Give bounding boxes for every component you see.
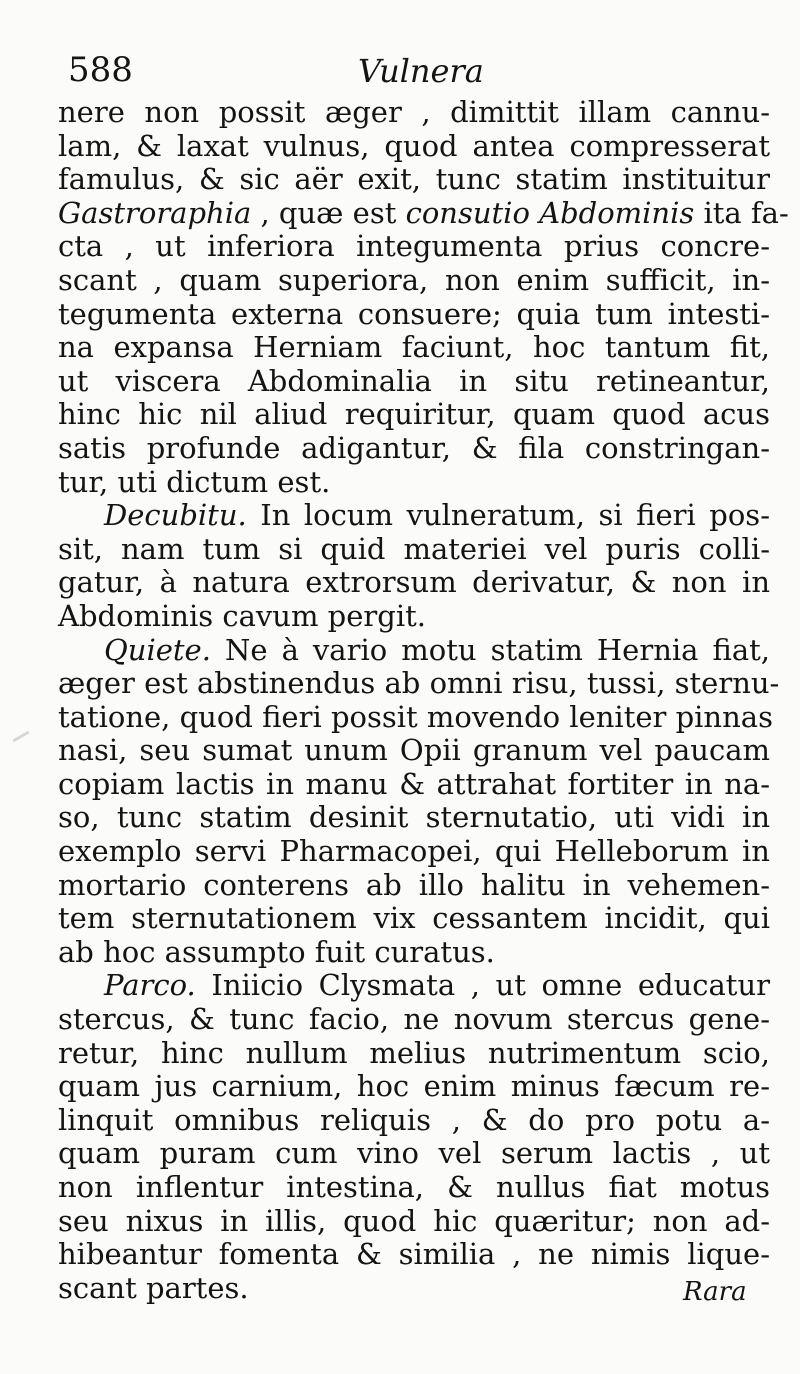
text-line: tatione, quod fieri possit movendo leniter pinnas bbox=[58, 699, 773, 734]
text-line: lam, & laxat vulnus, quod antea compresserat bbox=[58, 128, 770, 163]
text-line bbox=[58, 195, 789, 231]
text-line: gatur, à natura extrorsum derivatur, & non in bbox=[58, 565, 770, 600]
body-text bbox=[58, 95, 789, 1305]
text-line: Abdominis cavum pergit. bbox=[58, 598, 426, 633]
text-run: Iniicio Clysmata , ut omne educatur bbox=[195, 968, 770, 1003]
text-run: Ne à vario motu statim Hernia fiat, bbox=[210, 632, 770, 667]
text-line: scant , quam superiora, non enim sufficit, in- bbox=[58, 262, 770, 297]
text-line: quam puram cum vino vel serum lactis , ut bbox=[58, 1136, 770, 1171]
text-run: ita fa- bbox=[694, 195, 789, 230]
paragraph-first-line bbox=[58, 969, 770, 1003]
text-line: copiam lactis in manu & attrahat fortiter in na- bbox=[58, 766, 770, 801]
text-line: famulus, & sic aër exit, tunc statim instituitur bbox=[58, 162, 770, 197]
running-head: Vulnera bbox=[358, 52, 484, 90]
text-line: na expansa Herniam faciunt, hoc tantum fit, bbox=[58, 330, 770, 365]
text-line: hibeantur fomenta & similia , ne nimis lique- bbox=[58, 1237, 770, 1272]
text-line: tegumenta externa consuere; quia tum intesti- bbox=[58, 296, 770, 331]
text-line: tur, uti dictum est. bbox=[58, 464, 331, 499]
text-line: cta , ut inferiora integumenta prius concre- bbox=[58, 229, 770, 264]
margin-mark bbox=[12, 731, 29, 743]
text-line: non inflentur intestina, & nullus fiat motus bbox=[58, 1170, 770, 1204]
page-number: 588 bbox=[68, 50, 133, 90]
paragraph-lead: Decubitu. bbox=[104, 498, 247, 533]
catchword: Rara bbox=[683, 1277, 747, 1307]
text-line: quam jus carnium, hoc enim minus fæcum re- bbox=[58, 1069, 770, 1104]
text-line: nere non possit æger , dimittit illam cannu- bbox=[58, 95, 770, 129]
text-line: scant partes. bbox=[58, 1270, 249, 1305]
text-line: sit, nam tum si quid materiei vel puris colli- bbox=[58, 531, 770, 566]
text-line: seu nixus in illis, quod hic quæritur; non ad- bbox=[58, 1203, 770, 1238]
italic-term: consutio Abdominis bbox=[405, 195, 695, 230]
text-line: satis profunde adigantur, & fila constringan- bbox=[58, 430, 770, 465]
text-line: retur, hinc nullum melius nutrimentum scio, bbox=[58, 1035, 770, 1070]
text-line: ut viscera Abdominalia in situ retineantur, bbox=[58, 363, 770, 398]
text-run: , quæ est bbox=[251, 195, 406, 230]
text-line: ab hoc assumpto fuit curatus. bbox=[58, 934, 495, 969]
paragraph-lead: Parco. bbox=[104, 968, 196, 1003]
text-line: linquit omnibus reliquis , & do pro potu a- bbox=[58, 1102, 770, 1137]
text-line: exemplo servi Pharmacopei, qui Helleborum in bbox=[58, 834, 770, 869]
text-run: In locum vulneratum, si fieri pos- bbox=[246, 498, 770, 533]
text-line: so, tunc statim desinit sternutatio, uti vidi in bbox=[58, 800, 770, 835]
page-header bbox=[68, 50, 768, 96]
text-line: stercus, & tunc facio, ne novum stercus gene- bbox=[58, 1002, 770, 1037]
text-line: tem sternutationem vix cessantem incidit, qui bbox=[58, 901, 770, 936]
paragraph-first-line bbox=[58, 634, 770, 668]
paragraph-first-line bbox=[58, 499, 770, 533]
text-line: nasi, seu sumat unum Opii granum vel paucam bbox=[58, 733, 770, 768]
text-line: mortario conterens ab illo halitu in vehemen- bbox=[58, 867, 770, 902]
italic-term: Gastroraphia bbox=[58, 195, 252, 230]
paragraph-lead: Quiete. bbox=[104, 632, 211, 667]
text-line: hinc hic nil aliud requiritur, quam quod acus bbox=[58, 397, 770, 432]
text-line: æger est abstinendus ab omni risu, tussi, sternu- bbox=[58, 666, 780, 701]
